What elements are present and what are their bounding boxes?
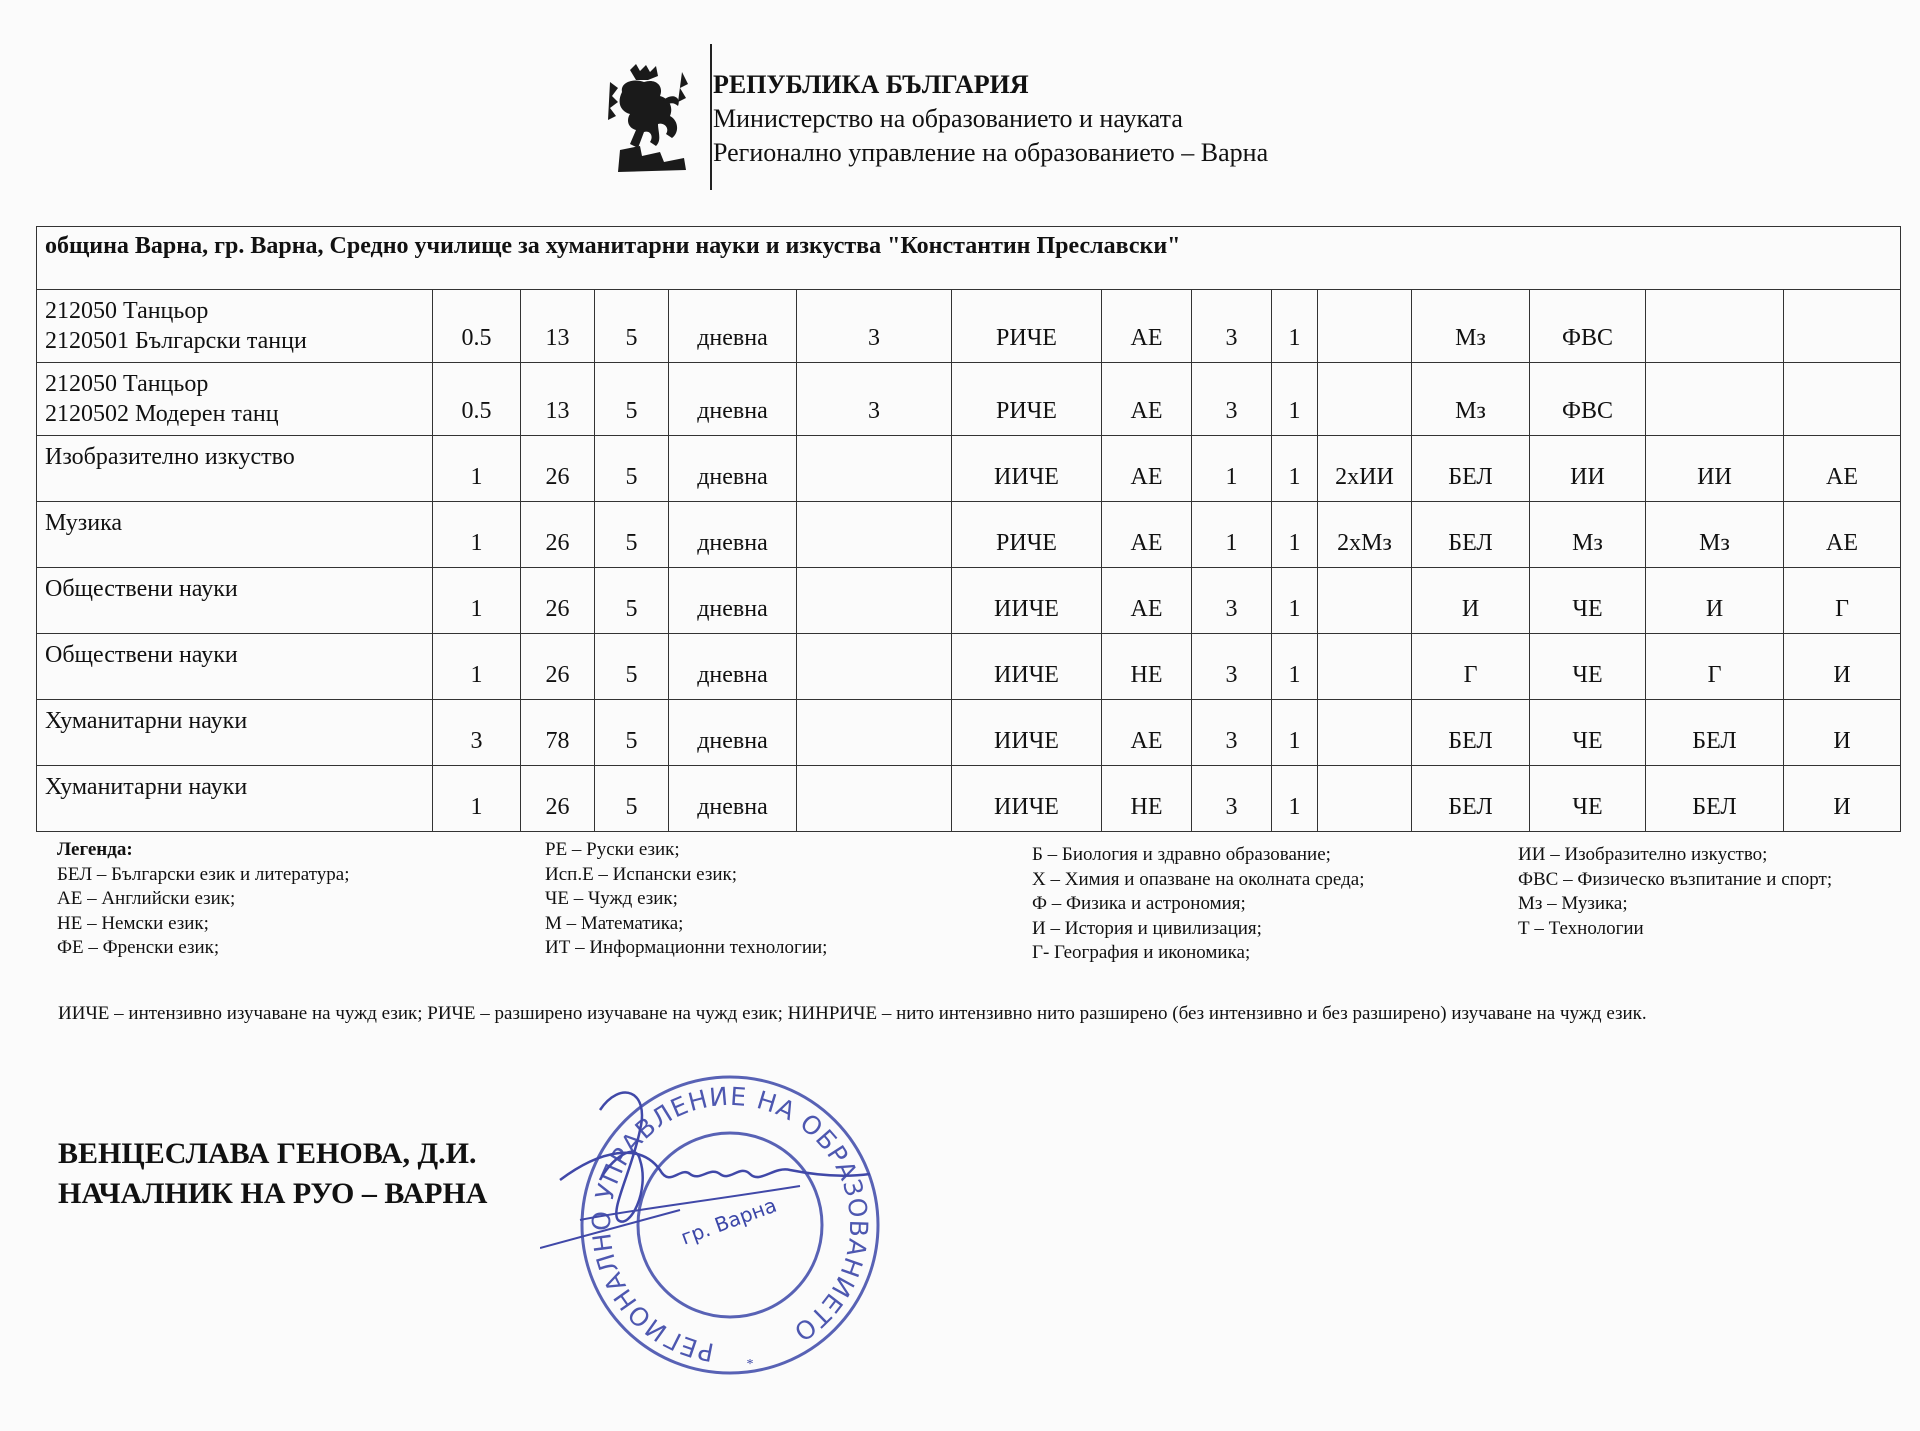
specialty-line-1: 212050 Танцьор <box>45 298 209 324</box>
table-row <box>37 634 1901 700</box>
table-cell: БЕЛ <box>1412 700 1530 766</box>
table-cell: 0.5 <box>433 290 521 363</box>
table-cell: АЕ <box>1102 568 1192 634</box>
specialty-name <box>37 700 433 766</box>
table-cell: дневна <box>669 436 797 502</box>
table-cell: РИЧЕ <box>952 290 1102 363</box>
table-cell: 13 <box>521 290 595 363</box>
table-cell: Мз <box>1412 290 1530 363</box>
table-cell: 13 <box>521 363 595 436</box>
table-cell: ЧЕ <box>1530 700 1646 766</box>
signatory-title: НАЧАЛНИК НА РУО – ВАРНА <box>58 1177 488 1210</box>
table-cell: 3 <box>1192 568 1272 634</box>
table-cell: АЕ <box>1784 502 1901 568</box>
table-cell <box>1318 766 1412 832</box>
table-cell: БЕЛ <box>1412 766 1530 832</box>
table-cell: БЕЛ <box>1412 502 1530 568</box>
legend-item: НЕ – Немски език; <box>57 912 209 934</box>
header-text <box>713 68 1268 170</box>
table-cell: ИИЧЕ <box>952 634 1102 700</box>
specialty-name <box>37 568 433 634</box>
table-cell: БЕЛ <box>1646 700 1784 766</box>
table-school-row <box>37 227 1901 290</box>
table-cell: дневна <box>669 568 797 634</box>
legend-item: ИТ – Информационни технологии; <box>545 937 828 958</box>
legend-col-3 <box>1032 843 1365 966</box>
table-cell <box>1646 290 1784 363</box>
document-header <box>600 40 1360 190</box>
table-cell <box>1318 363 1412 436</box>
legend-item: Мз – Музика; <box>1518 893 1628 914</box>
table-row <box>37 766 1901 832</box>
table-cell: НЕ <box>1102 634 1192 700</box>
svg-text:*: * <box>746 1357 754 1372</box>
signature-block <box>58 1134 487 1214</box>
table-cell: 1 <box>1272 568 1318 634</box>
table-cell: 26 <box>521 436 595 502</box>
table-cell: 3 <box>1192 700 1272 766</box>
specialty-line-2: 2120502 Модерен танц <box>45 401 279 427</box>
table-cell <box>797 700 952 766</box>
specialty-name <box>37 634 433 700</box>
table-cell: 26 <box>521 634 595 700</box>
table-row <box>37 700 1901 766</box>
table-cell: 5 <box>595 634 669 700</box>
table-cell: 0.5 <box>433 363 521 436</box>
table-cell: 5 <box>595 766 669 832</box>
signatory-name: ВЕНЦЕСЛАВА ГЕНОВА, Д.И. <box>58 1137 477 1170</box>
table-cell: 3 <box>1192 290 1272 363</box>
table-cell: дневна <box>669 502 797 568</box>
legend-item: БЕЛ – Български език и литература; <box>57 863 350 885</box>
table-cell: ИИЧЕ <box>952 568 1102 634</box>
handwritten-signature <box>540 1070 940 1290</box>
legend-item: ФЕ – Френски език; <box>57 937 220 958</box>
table-cell <box>797 568 952 634</box>
table-cell: И <box>1784 700 1901 766</box>
table-row <box>37 568 1901 634</box>
legend-item: Г- География и икономика; <box>1032 942 1251 963</box>
table-cell: 3 <box>433 700 521 766</box>
table-cell: 3 <box>1192 363 1272 436</box>
specialty-line-1: Хуманитарни науки <box>45 774 248 800</box>
table-cell: 1 <box>1272 290 1318 363</box>
specialty-line-1: 212050 Танцьор <box>45 371 209 397</box>
table-cell: ФВС <box>1530 290 1646 363</box>
table-cell: 2хИИ <box>1318 436 1412 502</box>
table-cell: 2хМз <box>1318 502 1412 568</box>
table-cell: 3 <box>797 363 952 436</box>
legend-item: Ф – Физика и астрономия; <box>1032 893 1246 914</box>
ministry-name: Министерство на образованието и науката <box>713 104 1183 133</box>
legend-col-4 <box>1518 843 1832 941</box>
table-cell: ИИЧЕ <box>952 700 1102 766</box>
specialty-line-1: Изобразително изкуство <box>45 444 295 470</box>
table-cell: дневна <box>669 634 797 700</box>
specialty-line-1: Хуманитарни науки <box>45 708 248 734</box>
specialty-line-2: 2120501 Български танци <box>45 328 307 354</box>
table-cell: АЕ <box>1102 700 1192 766</box>
header-divider <box>710 44 712 190</box>
table-cell: РИЧЕ <box>952 363 1102 436</box>
table-cell: 1 <box>1192 436 1272 502</box>
legend-item: Б – Биология и здравно образование; <box>1032 844 1331 865</box>
legend-item: ФВС – Физическо възпитание и спорт; <box>1518 868 1833 890</box>
table-cell: Г <box>1784 568 1901 634</box>
table-cell: ИИЧЕ <box>952 766 1102 832</box>
lion-crest-icon <box>600 62 700 177</box>
table-cell: РИЧЕ <box>952 502 1102 568</box>
table-cell <box>1784 363 1901 436</box>
legend-item: Х – Химия и опазване на околната среда; <box>1032 868 1365 890</box>
table-cell: 1 <box>1272 363 1318 436</box>
table-cell: дневна <box>669 363 797 436</box>
specialty-line-1: Обществени науки <box>45 642 238 668</box>
table-cell <box>1318 700 1412 766</box>
country-name: РЕПУБЛИКА БЪЛГАРИЯ <box>713 70 1029 99</box>
table-cell: ЧЕ <box>1530 766 1646 832</box>
table-cell: АЕ <box>1102 436 1192 502</box>
table-cell: 5 <box>595 436 669 502</box>
table-cell: АЕ <box>1102 363 1192 436</box>
table-cell: дневна <box>669 766 797 832</box>
table-cell: Г <box>1412 634 1530 700</box>
table-cell: дневна <box>669 700 797 766</box>
table-cell: Мз <box>1530 502 1646 568</box>
legend-item: РЕ – Руски език; <box>545 839 680 860</box>
table-cell: Г <box>1646 634 1784 700</box>
table-cell: 5 <box>595 290 669 363</box>
legend-title: Легенда: <box>57 839 133 860</box>
legend-item: АЕ – Английски език; <box>57 888 236 909</box>
table-cell <box>1646 363 1784 436</box>
table-cell: 3 <box>797 290 952 363</box>
specialty-line-1: Обществени науки <box>45 576 238 602</box>
table-row <box>37 436 1901 502</box>
table-row <box>37 502 1901 568</box>
table-row <box>37 363 1901 436</box>
legend-item: Исп.Е – Испански език; <box>545 863 738 885</box>
legend-col-2 <box>545 838 827 961</box>
table-cell: 5 <box>595 568 669 634</box>
legend-item: ИИ – Изобразително изкуство; <box>1518 844 1768 865</box>
table-cell: 1 <box>433 568 521 634</box>
legend-item: И – История и цивилизация; <box>1032 917 1262 939</box>
table-cell: 5 <box>595 363 669 436</box>
table-cell: БЕЛ <box>1412 436 1530 502</box>
legend-item: М – Математика; <box>545 912 684 934</box>
table-cell: И <box>1412 568 1530 634</box>
table-cell: 3 <box>1192 634 1272 700</box>
specialty-name <box>37 502 433 568</box>
table-cell: 78 <box>521 700 595 766</box>
classes-table <box>36 226 1901 832</box>
table-cell: АЕ <box>1102 502 1192 568</box>
legend-col-1 <box>57 838 350 961</box>
stamp-center-text: гр. Варна <box>677 1192 780 1250</box>
table-cell <box>797 502 952 568</box>
table-cell: И <box>1784 766 1901 832</box>
table-cell: 1 <box>433 502 521 568</box>
specialty-name <box>37 436 433 502</box>
table-cell: АЕ <box>1102 290 1192 363</box>
table-cell: 1 <box>1272 502 1318 568</box>
table-cell: ИИ <box>1530 436 1646 502</box>
school-name: община Варна, гр. Варна, Средно училище за хуманитарни науки и изкуства "Константин Преславски" <box>37 227 1901 290</box>
abbreviation-note: ИИЧЕ – интензивно изучаване на чужд език; РИЧЕ – разширено изучаване на чужд език; НИНРИЧЕ – нито интензивно нито разширено (без интензивно и без разширено) изучаване на чужд език. <box>58 1003 1647 1024</box>
table-cell: 26 <box>521 502 595 568</box>
regional-office-name: Регионално управление на образованието – Варна <box>713 138 1269 167</box>
table-cell: 1 <box>433 436 521 502</box>
table-cell <box>1318 634 1412 700</box>
table-cell: НЕ <box>1102 766 1192 832</box>
table-cell: БЕЛ <box>1646 766 1784 832</box>
table-cell <box>1784 290 1901 363</box>
specialty-name <box>37 766 433 832</box>
table-row <box>37 290 1901 363</box>
table-cell <box>797 634 952 700</box>
table-cell: ЧЕ <box>1530 568 1646 634</box>
table-cell: 1 <box>1272 634 1318 700</box>
table-cell: И <box>1646 568 1784 634</box>
table-cell: 5 <box>595 502 669 568</box>
table-cell: 5 <box>595 700 669 766</box>
specialty-name <box>37 290 433 363</box>
table-cell: ИИ <box>1646 436 1784 502</box>
table-cell: 1 <box>1272 436 1318 502</box>
table-cell <box>1318 290 1412 363</box>
legend-item: ЧЕ – Чужд език; <box>545 888 678 909</box>
table-cell: Мз <box>1646 502 1784 568</box>
table-cell: Мз <box>1412 363 1530 436</box>
table-cell: И <box>1784 634 1901 700</box>
specialty-line-1: Музика <box>45 510 123 536</box>
table-cell: ЧЕ <box>1530 634 1646 700</box>
table-cell: 26 <box>521 568 595 634</box>
table-cell: 1 <box>1192 502 1272 568</box>
stamp-ring-text: РЕГИОНАЛНО УПРАВЛЕНИЕ НА ОБРАЗОВАНИЕТО <box>586 1081 874 1367</box>
table-cell: 1 <box>433 766 521 832</box>
table-cell <box>797 436 952 502</box>
table-cell: АЕ <box>1784 436 1901 502</box>
specialty-name <box>37 363 433 436</box>
table-cell: 26 <box>521 766 595 832</box>
table-cell: 1 <box>433 634 521 700</box>
table-cell: ФВС <box>1530 363 1646 436</box>
table-cell: 3 <box>1192 766 1272 832</box>
table-cell: ИИЧЕ <box>952 436 1102 502</box>
table-cell <box>1318 568 1412 634</box>
table-cell: 1 <box>1272 700 1318 766</box>
table-cell <box>797 766 952 832</box>
table-cell: 1 <box>1272 766 1318 832</box>
legend-item: Т – Технологии <box>1518 917 1644 939</box>
table-cell: дневна <box>669 290 797 363</box>
